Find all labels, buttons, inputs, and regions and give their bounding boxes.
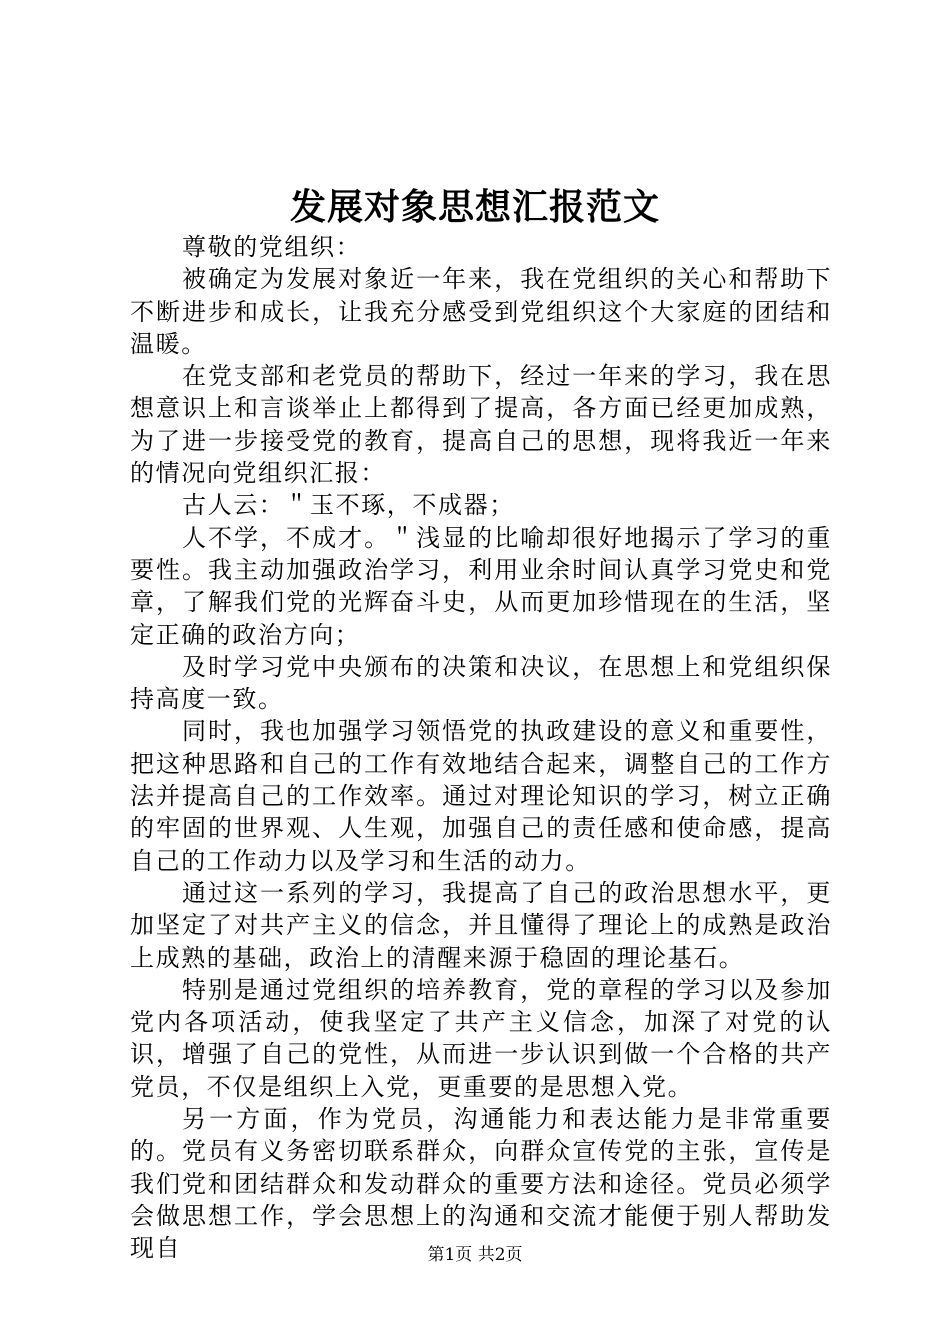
paragraph: 同时，我也加强学习领悟党的执政建设的意义和重要性，把这种思路和自己的工作有效地结合起来，调整自己的工作方法并提高自己的工作效率。通过对理论知识的学习，树立正确的牢固的世界观、人生观，加强自己的责任感和使命感，提高自己的工作动力以及学习和生活的动力。	[130, 717, 832, 875]
paragraph: 人不学，不成才。＂浅显的比喻却很好地揭示了学习的重要性。我主动加强政治学习，利用业余时间认真学习党史和党章，了解我们党的光辉奋斗史，从而更加珍惜现在的生活，坚定正确的政治方向；	[130, 523, 832, 649]
document-body	[130, 231, 832, 1265]
paragraph: 特别是通过党组织的培养教育，党的章程的学习以及参加党内各项活动，使我坚定了共产主义信念，加深了对党的认识，增强了自己的党性，从而进一步认识到做一个合格的共产党员，不仅是组织上入党，更重要的是思想入党。	[130, 975, 832, 1101]
paragraph: 古人云：＂玉不琢，不成器；	[182, 491, 515, 520]
page-number-footer: 第1页 共2页	[427, 1245, 523, 1265]
document-title: 发展对象思想汇报范文	[289, 186, 660, 228]
paragraph: 及时学习党中央颁布的决策和决议，在思想上和党组织保持高度一致。	[130, 652, 832, 714]
salutation: 尊敬的党组织：	[182, 233, 362, 261]
paragraph: 被确定为发展对象近一年来，我在党组织的关心和帮助下不断进步和成长，让我充分感受到党组织这个大家庭的团结和温暖。	[130, 265, 832, 358]
paragraph: 在党支部和老党员的帮助下，经过一年来的学习，我在思想意识上和言谈举止上都得到了提高，各方面已经更加成熟，为了进一步接受党的教育，提高自己的思想，现将我近一年来的情况向党组织汇报：	[130, 362, 832, 488]
paragraph: 通过这一系列的学习，我提高了自己的政治思想水平，更加坚定了对共产主义的信念，并且懂得了理论上的成熟是政治上成熟的基础，政治上的清醒来源于稳固的理论基石。	[130, 878, 832, 972]
paragraph: 另一方面，作为党员，沟通能力和表达能力是非常重要的。党员有义务密切联系群众，向群众宣传党的主张，宣传是我们党和团结群众和发动群众的重要方法和途径。党员必须学会做思想工作，学会思想上的沟通和交流才能便于别人帮助发现自	[130, 1105, 832, 1263]
